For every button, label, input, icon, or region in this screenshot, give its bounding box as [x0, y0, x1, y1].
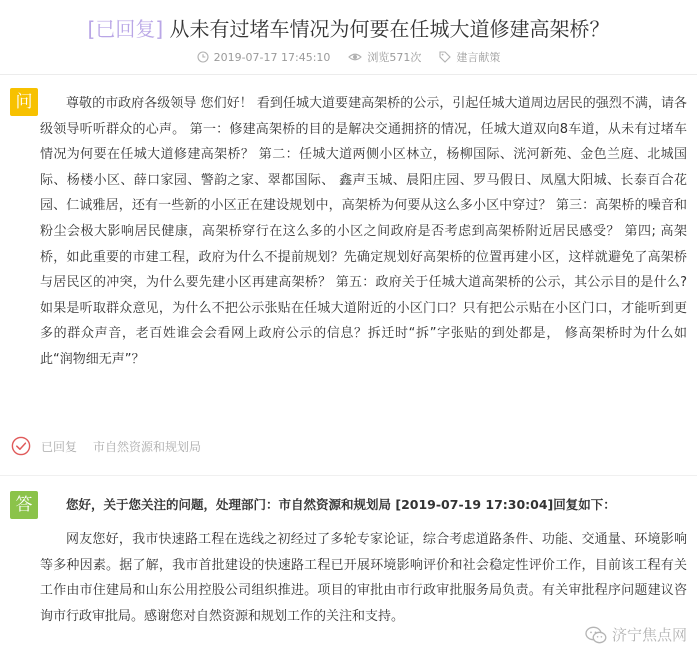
post-category-text: 建言献策	[456, 51, 501, 64]
reply-status-label: 已回复	[41, 439, 78, 454]
post-category[interactable]	[439, 49, 500, 65]
post-meta	[0, 49, 697, 65]
answer-text: 网友您好，我市快速路工程在选线之初经过了多轮专家论证，综合考虑道路条件、功能、交通量、环境影响等多种因素。据了解，我市首批建设的快速路工程已开展环境影响评价和社会稳定性评价工作，目前该工程有关工作由市住建局和山东公用控股公司组织推进。项目的审批由市行政审批服务局负责。有关审批程序问题建议咨询市行政审批局。感谢您对自然资源和规划工作的关注和支持。	[40, 532, 687, 624]
eye-icon	[348, 51, 362, 63]
reply-department: 市自然资源和规划局	[93, 439, 202, 454]
clock-icon	[197, 51, 209, 63]
question-badge: 问	[10, 88, 38, 116]
answer-heading: 您好，关于您关注的问题，处理部门：市自然资源和规划局 [2019-07-19 17:30:04]回复如下：	[66, 497, 616, 512]
status-tag: [已回复]	[87, 17, 164, 41]
post-date	[197, 51, 331, 64]
post-date-text: 2019-07-17 17:45:10	[213, 50, 331, 64]
post-title: 从未有过堵车情况为何要在任城大道修建高架桥？	[169, 17, 610, 41]
post-views	[348, 49, 421, 65]
post-views-text: 浏览571次	[367, 51, 422, 64]
answer-badge: 答	[10, 491, 38, 519]
tag-icon	[439, 51, 451, 63]
question-text: 尊敬的市政府各级领导 您们好！ 看到任城大道要建高架桥的公示，引起任城大道周边居民的强烈不满，请各级领导听听群众的心声。 第一：修建高架桥的目的是解决交通拥挤的情况，任城大道双向8车道，从未有过堵车情况为何要在任城大道修建高架桥？ 第二：任城大道两侧小区林立，杨柳国际、洸河新苑、金色兰庭、北城国际、杨楼小区、薛口家园、警韵之家、翠都国际、 鑫声玉城、晨阳庄园、罗马假日、凤凰大阳城、长泰百合花园、仁诚雅居，还有一些新的小区正在建设规划中，高架桥为何要从这么多小区中穿过？ 第三：高架桥的噪音和粉尘会极大影响居民健康，高架桥穿行在这么多的小区之间政府是否考虑到高架桥附近居民感受？ 第四; 高架桥，如此重要的市建工程，政府为什么不提前规划？先确定规划好高架桥的位置再建小区，这样就避免了高架桥与居民区的冲突，为什么要先建小区再建高架桥？ 第五：政府关于任城大道高架桥的公示，其公示目的是什么?如果是听取群众意见，为什么不把公示张贴在任城大道附近的小区门口？只有把公示贴在小区门口，才能听到更多的群众声音，老百姓谁会会看网上政府公示的信息？拆迁时“拆”字张贴的到处都是， 修高架桥时为什么如此“润物细无声”？	[40, 96, 687, 367]
post-title-row	[0, 14, 697, 44]
header-divider	[0, 74, 697, 75]
check-circle-icon	[11, 436, 31, 456]
wechat-icon	[585, 626, 607, 644]
watermark	[585, 624, 687, 645]
answer-divider	[0, 475, 697, 476]
watermark-text: 济宁焦点网	[611, 626, 687, 644]
reply-status	[11, 436, 201, 456]
